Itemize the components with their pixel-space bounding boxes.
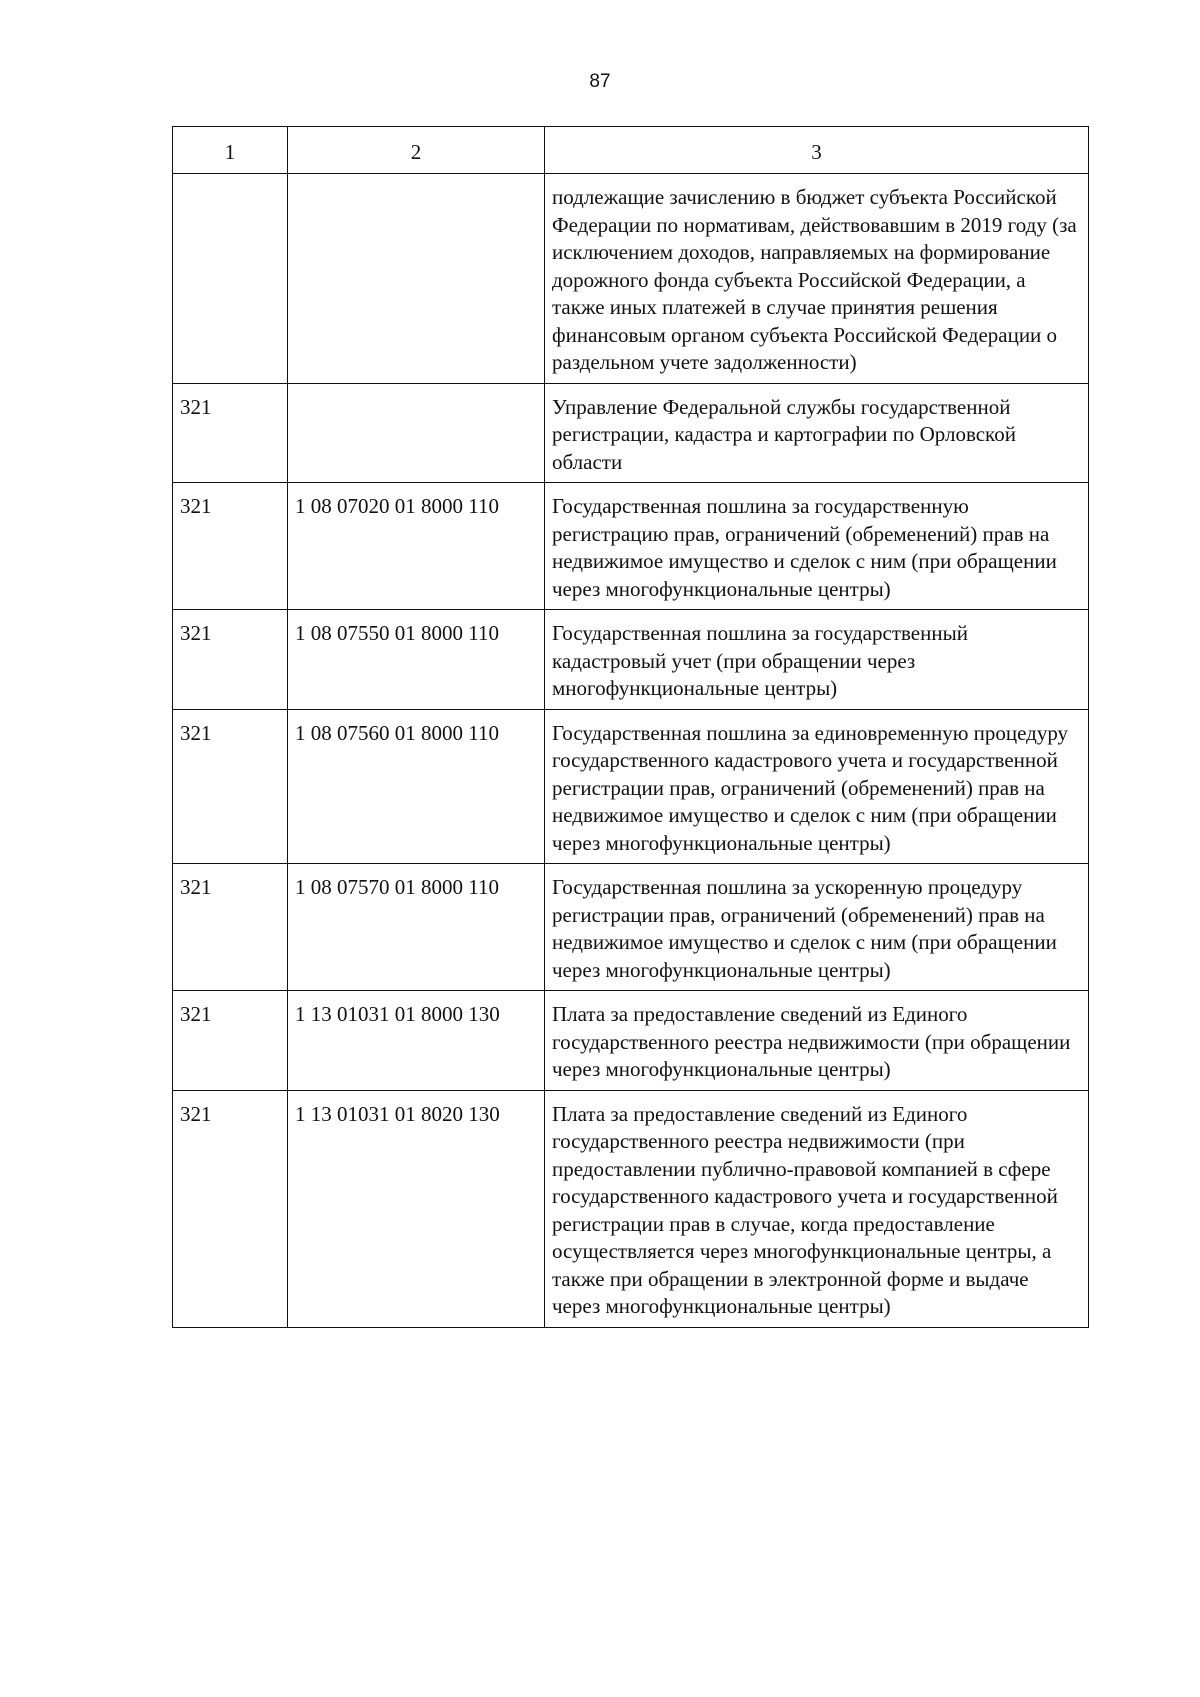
table-body (173, 174, 1089, 1328)
page-number: 87 (589, 71, 611, 92)
admin-code-cell: 321 (173, 483, 288, 610)
table-row (173, 709, 1089, 864)
description-cell: Плата за предоставление сведений из Единого государственного реестра недвижимости (при обращении через многофункциональные центры) (545, 991, 1089, 1091)
budget-code-cell: 1 08 07570 01 8000 110 (288, 864, 545, 991)
description-cell: Государственная пошлина за государственную регистрацию прав, ограничений (обременений) прав на недвижимое имущество и сделок с ним (при обращении через многофункциональные центры) (545, 483, 1089, 610)
header-col-2: 2 (288, 127, 545, 174)
table-row (173, 610, 1089, 710)
header-col-3: 3 (545, 127, 1089, 174)
admin-code-cell: 321 (173, 610, 288, 710)
header-row (173, 127, 1089, 174)
admin-code-cell: 321 (173, 383, 288, 483)
header-col-1: 1 (173, 127, 288, 174)
budget-code-cell: 1 08 07020 01 8000 110 (288, 483, 545, 610)
table-row (173, 1090, 1089, 1327)
admin-code-cell: 321 (173, 991, 288, 1091)
budget-code-cell: 1 13 01031 01 8020 130 (288, 1090, 545, 1327)
table-header (173, 127, 1089, 174)
budget-code-cell (288, 174, 545, 384)
description-cell: Государственная пошлина за ускоренную процедуру регистрации прав, ограничений (обременений) прав на недвижимое имущество и сделок с ним (при обращении через многофункциональные центры) (545, 864, 1089, 991)
revenue-table (172, 126, 1089, 1328)
table-row (173, 174, 1089, 384)
budget-code-cell: 1 13 01031 01 8000 130 (288, 991, 545, 1091)
description-cell: Государственная пошлина за государственный кадастровый учет (при обращении через многофункциональные центры) (545, 610, 1089, 710)
description-cell: Управление Федеральной службы государственной регистрации, кадастра и картографии по Орловской области (545, 383, 1089, 483)
admin-code-cell: 321 (173, 1090, 288, 1327)
admin-code-cell: 321 (173, 864, 288, 991)
budget-code-cell: 1 08 07550 01 8000 110 (288, 610, 545, 710)
admin-code-cell: 321 (173, 709, 288, 864)
budget-code-cell: 1 08 07560 01 8000 110 (288, 709, 545, 864)
description-cell: Государственная пошлина за единовременную процедуру государственного кадастрового учета и государственной регистрации прав, ограничений (обременений) прав на недвижимое имущество и сделок с ним (при обращении через многофункциональные центры) (545, 709, 1089, 864)
table-row (173, 383, 1089, 483)
description-cell: Плата за предоставление сведений из Единого государственного реестра недвижимости (при предоставлении публично-правовой компанией в сфере государственного кадастрового учета и государственной регистрации прав в случае, когда предоставление осуществляется через многофункциональные центры, а также при обращении в электронной форме и выдаче через многофункциональные центры) (545, 1090, 1089, 1327)
table-row (173, 991, 1089, 1091)
description-cell: подлежащие зачислению в бюджет субъекта Российской Федерации по нормативам, действовавшим в 2019 году (за исключением доходов, направляемых на формирование дорожного фонда субъекта Российской Федерации, а также иных платежей в случае принятия решения финансовым органом субъекта Российской Федерации о раздельном учете задолженности) (545, 174, 1089, 384)
budget-code-cell (288, 383, 545, 483)
admin-code-cell (173, 174, 288, 384)
table-row (173, 483, 1089, 610)
table-row (173, 864, 1089, 991)
